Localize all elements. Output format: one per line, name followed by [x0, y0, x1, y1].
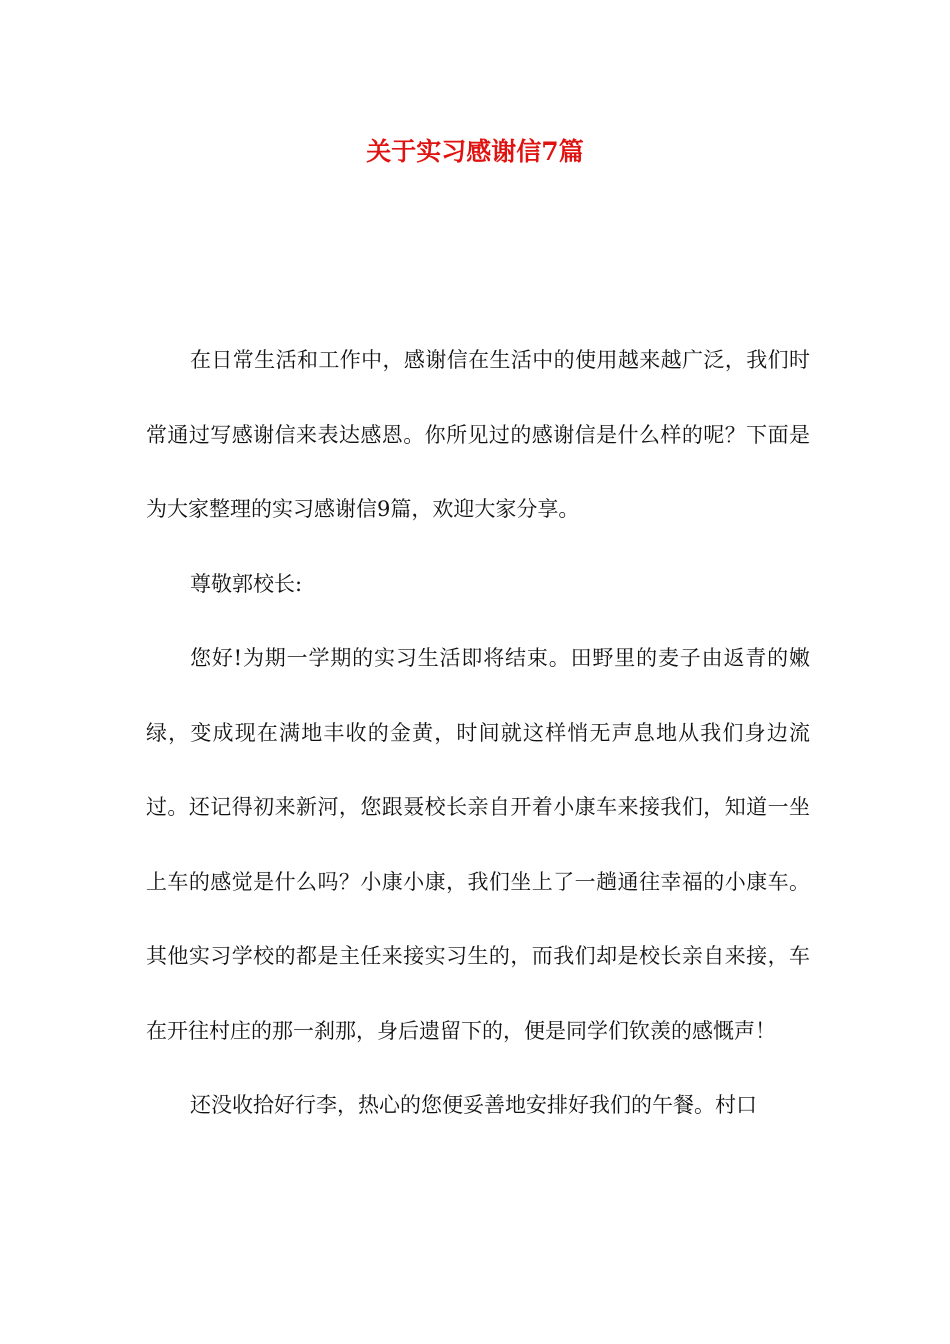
intro-paragraph: 在日常生活和工作中，感谢信在生活中的使用越来越广泛，我们时常通过写感谢信来表达感恩。你所见过的感谢信是什么样的呢？下面是为大家整理的实习感谢信9篇，欢迎大家分享。 [146, 348, 810, 521]
salutation: 尊敬郭校长: [190, 571, 303, 596]
letter-paragraph-1: 您好!为期一学期的实习生活即将结束。田野里的麦子由返青的嫩绿，变成现在满地丰收的金黄，时间就这样悄无声息地从我们身边流过。还记得初来新河，您跟聂校长亲自开着小康车来接我们，知道一坐上车的感觉是什么吗？小康小康，我们坐上了一趟通往幸福的小康车。其他实习学校的都是主任来接实习生的，而我们却是校长亲自来接，车在开往村庄的那一刹那，身后遗留下的，便是同学们钦羡的感慨声！ [146, 646, 810, 1043]
document-title: 关于实习感谢信7篇 [366, 137, 584, 166]
document-body [146, 323, 810, 1143]
letter-paragraph-2: 还没收拾好行李，热心的您便妥善地安排好我们的午餐。村口 [190, 1093, 757, 1117]
